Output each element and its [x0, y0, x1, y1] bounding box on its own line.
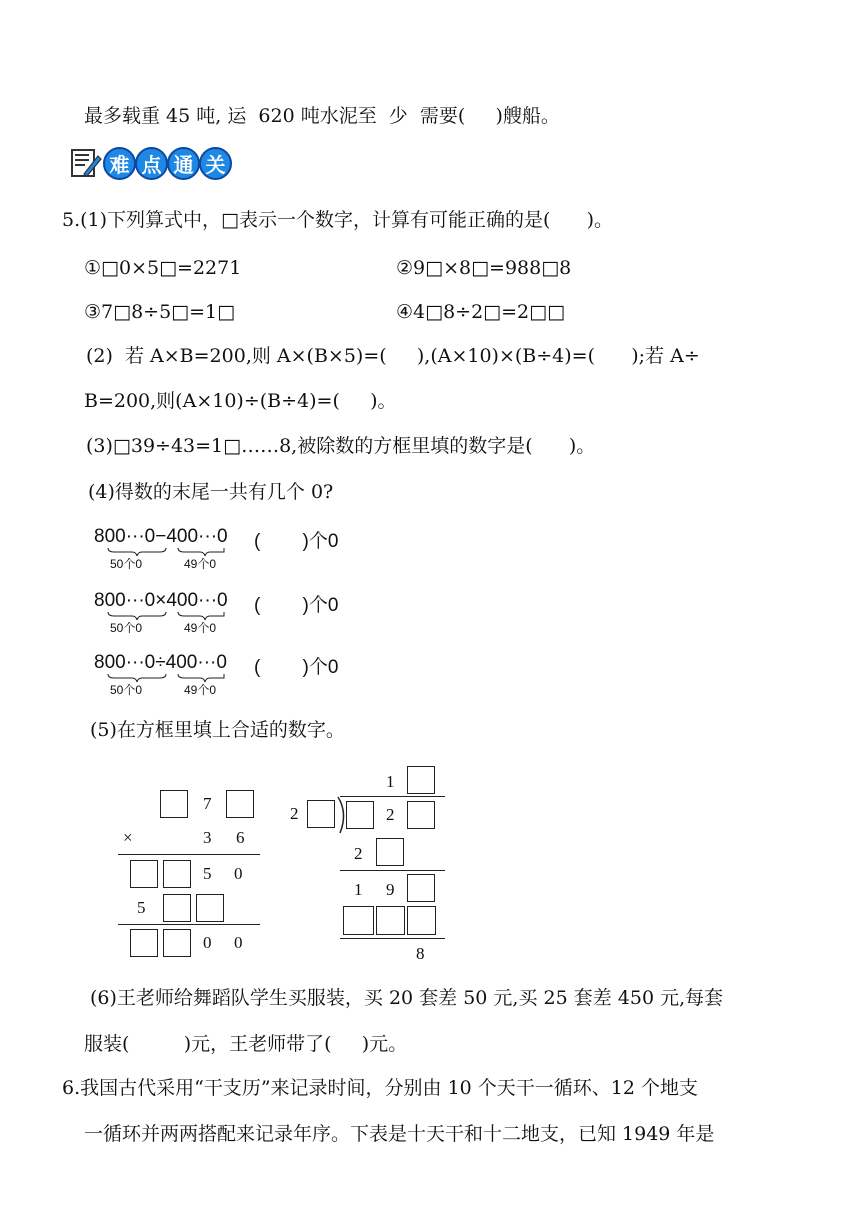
digit: 2	[354, 844, 363, 863]
digit: 2	[290, 804, 299, 823]
zero-count-label: 49个0	[184, 683, 217, 697]
zero-count-label: 49个0	[184, 557, 217, 571]
digit-box[interactable]	[407, 874, 435, 902]
digit-box[interactable]	[407, 766, 435, 794]
q5-part2-line1: (2) 若 A×B=200,则 A×(B×5)=( ),(A×10)×(B÷4)=( );若 A÷	[86, 345, 700, 367]
digit-box[interactable]	[343, 906, 374, 935]
badge-char: 通	[167, 147, 200, 180]
q5-stem: 5.(1)下列算式中，□表示一个数字，计算有可能正确的是( )。	[62, 209, 614, 231]
q5-part6-line2: 服装( )元，王老师带了( )元。	[84, 1033, 408, 1055]
digit: 0	[234, 864, 243, 883]
digit: 6	[236, 828, 245, 847]
digit: 5	[203, 864, 212, 883]
digit: 2	[386, 805, 395, 824]
carry-line: 最多载重 45 吨, 运 620 吨水泥至 少 需要( )艘船。	[84, 105, 560, 127]
digit-box[interactable]	[163, 860, 191, 888]
digit: 0	[234, 933, 243, 952]
digit: 1	[354, 880, 363, 899]
digit-box[interactable]	[407, 801, 435, 829]
zero-count-label: 50个0	[110, 557, 143, 571]
digit: 9	[386, 880, 395, 899]
expression-text: 800···0−400···0	[94, 526, 228, 547]
digit: 1	[386, 772, 395, 791]
rule-line	[340, 870, 445, 871]
edit-note-icon	[70, 146, 102, 180]
zero-count-label: 50个0	[110, 621, 143, 635]
answer-blank: ( )个0	[254, 531, 339, 552]
rule-line	[118, 854, 260, 855]
q5-part2-line2: B=200,则(A×10)÷(B÷4)=( )。	[84, 390, 397, 412]
digit-box[interactable]	[160, 790, 188, 818]
digit: 0	[203, 933, 212, 952]
digit-box[interactable]	[226, 790, 254, 818]
digit-box[interactable]	[376, 906, 405, 935]
rule-line	[340, 938, 445, 939]
digit: 5	[137, 898, 146, 917]
rule-line	[118, 924, 260, 925]
q5-part4: (4)得数的末尾一共有几个 0?	[88, 481, 334, 503]
option-2: ②9□×8□=988□8	[396, 257, 572, 279]
expression-text: 800···0÷400···0	[94, 652, 227, 673]
digit-box[interactable]	[163, 929, 191, 957]
q6-line1: 6.我国古代采用“干支历”来记录时间，分别由 10 个天干一循环、12 个地支	[62, 1077, 699, 1099]
zero-count-label: 50个0	[110, 683, 143, 697]
digit-box[interactable]	[196, 894, 224, 922]
option-4: ④4□8÷2□=2□□	[396, 301, 566, 323]
option-1: ①□0×5□=2271	[84, 257, 242, 279]
badge-char: 关	[199, 147, 232, 180]
answer-blank: ( )个0	[254, 657, 339, 678]
remainder-digit: 8	[416, 944, 425, 963]
digit-box[interactable]	[376, 838, 404, 866]
digit-box[interactable]	[307, 800, 335, 828]
digit: 3	[203, 828, 212, 847]
rule-line	[340, 796, 445, 797]
badge-char: 点	[135, 147, 168, 180]
q5-part6-line1: (6)王老师给舞蹈队学生买服装，买 20 套差 50 元,买 25 套差 450 元,每套	[90, 987, 724, 1009]
digit: 7	[203, 794, 212, 813]
q5-part5: (5)在方框里填上合适的数字。	[90, 719, 345, 741]
digit-box[interactable]	[163, 894, 191, 922]
expression-text: 800···0×400···0	[94, 590, 228, 611]
zero-count-label: 49个0	[184, 621, 217, 635]
q6-line2: 一循环并两两搭配来记录年序。下表是十天干和十二地支，已知 1949 年是	[84, 1123, 715, 1145]
section-badge	[70, 146, 232, 180]
multiply-sign: ×	[123, 828, 133, 847]
digit-box[interactable]	[130, 860, 158, 888]
digit-box[interactable]	[130, 929, 158, 957]
badge-char: 难	[103, 147, 136, 180]
option-3: ③7□8÷5□=1□	[84, 301, 236, 323]
digit-box[interactable]	[346, 801, 374, 829]
digit-box[interactable]	[407, 906, 436, 935]
q5-part3: (3)□39÷43=1□……8,被除数的方框里填的数字是( )。	[86, 435, 596, 457]
answer-blank: ( )个0	[254, 595, 339, 616]
